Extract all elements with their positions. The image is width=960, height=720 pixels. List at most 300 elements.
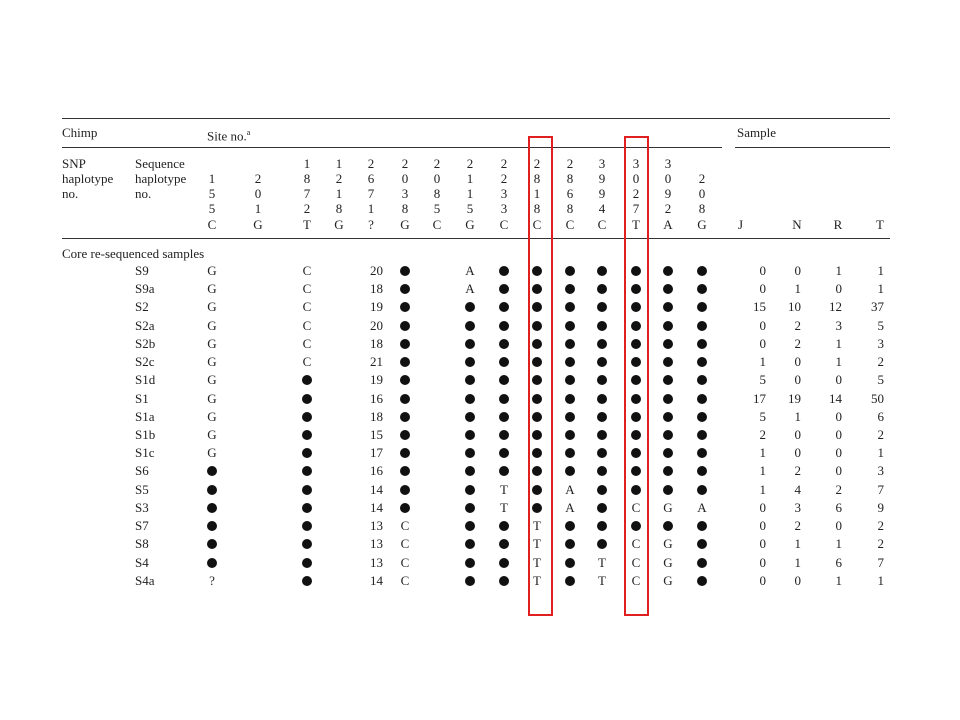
- site-digit: 2: [335, 171, 343, 186]
- sample-count: 1: [835, 263, 842, 278]
- site-digit: 3: [500, 201, 508, 216]
- site-digit: 2: [698, 171, 706, 186]
- dot-same-as-reference: [302, 430, 312, 440]
- site-digit: 0: [254, 186, 262, 201]
- dot-same-as-reference: [565, 466, 575, 476]
- dot-same-as-reference: [565, 394, 575, 404]
- dot-same-as-reference: [565, 321, 575, 331]
- sequence-haplotype-id: S2: [135, 299, 149, 315]
- sample-count: 7: [877, 554, 884, 570]
- sequence-haplotype-id: S1c: [135, 445, 155, 461]
- site-base: C: [597, 217, 607, 232]
- site-base: ?: [368, 217, 374, 232]
- snp-haplotype-header: haplotype: [62, 171, 114, 186]
- sequence-haplotype-header: no.: [135, 186, 152, 201]
- sequence-haplotype-id: S4a: [135, 572, 155, 588]
- site-value: G: [663, 499, 673, 515]
- site-digit: 1: [367, 201, 375, 216]
- site-digit: 8: [401, 201, 409, 216]
- dot-same-as-reference: [465, 412, 475, 422]
- site-base: G: [465, 217, 475, 232]
- site-digit: 5: [466, 201, 474, 216]
- dot-same-as-reference: [302, 375, 312, 385]
- site-value: C: [631, 536, 641, 552]
- site-digit: 7: [303, 186, 311, 201]
- site-digit: 1: [466, 186, 474, 201]
- sample-count: 50: [871, 390, 884, 406]
- sample-count: 6: [835, 554, 842, 570]
- dot-same-as-reference: [207, 558, 217, 568]
- dot-same-as-reference: [697, 558, 707, 568]
- dot-same-as-reference: [565, 357, 575, 367]
- dot-same-as-reference: [400, 266, 410, 276]
- dot-same-as-reference: [499, 412, 509, 422]
- site-value: 20: [370, 263, 383, 278]
- site-value: 14: [370, 481, 383, 497]
- site-base: G: [400, 217, 410, 232]
- dot-same-as-reference: [565, 558, 575, 568]
- site-digit: 2: [303, 201, 311, 216]
- chimp-rule: [62, 147, 196, 148]
- sample-count: 17: [753, 390, 766, 406]
- sample-count: 0: [759, 499, 766, 515]
- dot-same-as-reference: [465, 302, 475, 312]
- dot-same-as-reference: [400, 339, 410, 349]
- site-digit: 2: [500, 171, 508, 186]
- site-value: G: [207, 390, 217, 406]
- sample-count: 0: [759, 317, 766, 333]
- sample-count: 3: [877, 335, 884, 351]
- sample-count: 1: [877, 281, 884, 297]
- site-digit: 2: [401, 156, 409, 171]
- site-base: G: [253, 217, 263, 232]
- sample-count: 1: [835, 572, 842, 588]
- dot-same-as-reference: [565, 412, 575, 422]
- sequence-haplotype-id: S2c: [135, 354, 155, 370]
- site-no-header: Site no.$^a$: [207, 128, 251, 144]
- sample-count: 0: [794, 372, 801, 388]
- site-value: 14: [370, 572, 383, 588]
- sample-count: 1: [835, 335, 842, 351]
- site-digit: 1: [254, 201, 262, 216]
- dot-same-as-reference: [697, 448, 707, 458]
- snp-haplotype-header: SNP: [62, 156, 86, 171]
- dot-same-as-reference: [597, 430, 607, 440]
- sample-count: 2: [794, 518, 801, 534]
- sequence-haplotype-header: haplotype: [135, 171, 187, 186]
- site-value: C: [400, 572, 410, 588]
- site-digit: 5: [208, 186, 216, 201]
- site-digit: 2: [566, 156, 574, 171]
- snp-haplotype-header: no.: [62, 186, 79, 201]
- sample-count: 0: [759, 263, 766, 278]
- site-digit: 2: [632, 186, 640, 201]
- site-value: A: [565, 481, 575, 497]
- dot-same-as-reference: [597, 302, 607, 312]
- sequence-haplotype-id: S8: [135, 536, 149, 552]
- sequence-haplotype-id: S5: [135, 481, 149, 497]
- site-value: 13: [370, 536, 383, 552]
- site-value: G: [207, 281, 217, 297]
- dot-same-as-reference: [565, 339, 575, 349]
- sample-count: 5: [759, 408, 766, 424]
- dot-same-as-reference: [597, 266, 607, 276]
- dot-same-as-reference: [663, 284, 673, 294]
- site-digit: 3: [401, 186, 409, 201]
- site-value: C: [302, 354, 312, 370]
- dot-same-as-reference: [207, 466, 217, 476]
- site-digit: 2: [466, 156, 474, 171]
- sample-count: 3: [794, 499, 801, 515]
- dot-same-as-reference: [499, 284, 509, 294]
- sample-count: 1: [877, 572, 884, 588]
- dot-same-as-reference: [302, 576, 312, 586]
- site-value: G: [663, 536, 673, 552]
- site-value: G: [207, 408, 217, 424]
- site-base: C: [499, 217, 509, 232]
- dot-same-as-reference: [597, 466, 607, 476]
- site-digit: 0: [664, 171, 672, 186]
- site-value: C: [631, 499, 641, 515]
- site-digit: 8: [566, 201, 574, 216]
- site-digit: 3: [500, 186, 508, 201]
- site-value: T: [500, 499, 508, 515]
- site-value: C: [302, 317, 312, 333]
- site-digit: 2: [433, 156, 441, 171]
- dot-same-as-reference: [597, 321, 607, 331]
- sequence-haplotype-id: S7: [135, 518, 149, 534]
- dot-same-as-reference: [663, 266, 673, 276]
- sample-count: 3: [835, 317, 842, 333]
- site-digit: 3: [664, 156, 672, 171]
- chimp-header: Chimp: [62, 125, 98, 140]
- sample-count: 2: [794, 335, 801, 351]
- dot-same-as-reference: [597, 539, 607, 549]
- sample-count: 1: [877, 445, 884, 461]
- site-value: C: [631, 572, 641, 588]
- site-digit: 0: [433, 171, 441, 186]
- dot-same-as-reference: [597, 503, 607, 513]
- dot-same-as-reference: [499, 302, 509, 312]
- dot-same-as-reference: [597, 284, 607, 294]
- sequence-haplotype-id: S2b: [135, 335, 156, 351]
- sample-column-header: T: [876, 217, 884, 232]
- sample-count: 0: [794, 426, 801, 442]
- dot-same-as-reference: [697, 321, 707, 331]
- sample-count: 0: [759, 536, 766, 552]
- site-digit: 0: [401, 171, 409, 186]
- dot-same-as-reference: [465, 558, 475, 568]
- dot-same-as-reference: [697, 394, 707, 404]
- highlight-box-site-3027: [624, 136, 649, 616]
- dot-same-as-reference: [597, 485, 607, 495]
- sample-count: 10: [788, 299, 801, 315]
- sample-count: 2: [877, 426, 884, 442]
- site-value: C: [400, 518, 410, 534]
- dot-same-as-reference: [400, 503, 410, 513]
- dot-same-as-reference: [697, 302, 707, 312]
- sequence-haplotype-id: S4: [135, 554, 149, 570]
- sequence-haplotype-id: S1: [135, 390, 149, 406]
- site-digit: 2: [254, 171, 262, 186]
- dot-same-as-reference: [697, 266, 707, 276]
- dot-same-as-reference: [697, 521, 707, 531]
- sample-count: 0: [759, 335, 766, 351]
- dot-same-as-reference: [400, 321, 410, 331]
- dot-same-as-reference: [302, 485, 312, 495]
- sample-count: 2: [877, 354, 884, 370]
- site-digit: 7: [632, 201, 640, 216]
- site-value: T: [533, 572, 541, 588]
- dot-same-as-reference: [499, 266, 509, 276]
- site-base: C: [207, 217, 217, 232]
- dot-same-as-reference: [302, 466, 312, 476]
- site-value: G: [207, 372, 217, 388]
- sample-count: 5: [877, 372, 884, 388]
- site-base: G: [334, 217, 344, 232]
- sequence-haplotype-id: S1d: [135, 372, 156, 388]
- site-value: G: [207, 426, 217, 442]
- site-digit: 6: [566, 186, 574, 201]
- dot-same-as-reference: [697, 576, 707, 586]
- sample-count: 4: [794, 481, 801, 497]
- sample-count: 0: [794, 445, 801, 461]
- dot-same-as-reference: [663, 412, 673, 422]
- site-value: C: [302, 281, 312, 297]
- site-digit: 1: [466, 171, 474, 186]
- sample-count: 15: [753, 299, 766, 315]
- site-value: T: [533, 554, 541, 570]
- sample-count: 1: [759, 354, 766, 370]
- dot-same-as-reference: [400, 448, 410, 458]
- dot-same-as-reference: [565, 266, 575, 276]
- sample-count: 2: [835, 481, 842, 497]
- dot-same-as-reference: [697, 375, 707, 385]
- dot-same-as-reference: [597, 412, 607, 422]
- dot-same-as-reference: [400, 375, 410, 385]
- dot-same-as-reference: [597, 339, 607, 349]
- sample-count: 6: [835, 499, 842, 515]
- site-value: 17: [370, 445, 383, 461]
- sample-count: 1: [794, 536, 801, 552]
- sample-count: 2: [877, 536, 884, 552]
- site-digit: 1: [533, 186, 541, 201]
- site-value: 16: [370, 463, 383, 479]
- dot-same-as-reference: [499, 558, 509, 568]
- site-value: 18: [370, 335, 383, 351]
- site-value: G: [207, 317, 217, 333]
- site-value: C: [302, 299, 312, 315]
- dot-same-as-reference: [565, 375, 575, 385]
- site-digit: 9: [598, 171, 606, 186]
- header-bottom-rule: [62, 238, 890, 239]
- dot-same-as-reference: [302, 412, 312, 422]
- dot-same-as-reference: [565, 448, 575, 458]
- sequence-haplotype-id: S2a: [135, 317, 155, 333]
- sample-count: 1: [759, 445, 766, 461]
- dot-same-as-reference: [499, 521, 509, 531]
- site-value: G: [207, 354, 217, 370]
- site-value: 13: [370, 554, 383, 570]
- dot-same-as-reference: [663, 321, 673, 331]
- dot-same-as-reference: [400, 357, 410, 367]
- dot-same-as-reference: [465, 521, 475, 531]
- dot-same-as-reference: [465, 339, 475, 349]
- sample-count: 0: [794, 263, 801, 278]
- dot-same-as-reference: [565, 576, 575, 586]
- site-digit: 0: [632, 171, 640, 186]
- section-label: Core re-sequenced samples: [62, 246, 205, 261]
- dot-same-as-reference: [302, 448, 312, 458]
- sample-count: 1: [835, 536, 842, 552]
- site-base: C: [432, 217, 442, 232]
- dot-same-as-reference: [597, 375, 607, 385]
- dot-same-as-reference: [697, 357, 707, 367]
- dot-same-as-reference: [663, 430, 673, 440]
- sample-count: 2: [794, 317, 801, 333]
- site-value: T: [598, 554, 606, 570]
- dot-same-as-reference: [400, 412, 410, 422]
- sample-rule: [735, 147, 890, 148]
- sample-count: 2: [759, 426, 766, 442]
- site-digit: 5: [433, 201, 441, 216]
- dot-same-as-reference: [465, 503, 475, 513]
- site-digit: 8: [335, 201, 343, 216]
- site-digit: 2: [500, 156, 508, 171]
- dot-same-as-reference: [597, 521, 607, 531]
- dot-same-as-reference: [565, 539, 575, 549]
- sample-count: 12: [829, 299, 842, 315]
- dot-same-as-reference: [597, 448, 607, 458]
- dot-same-as-reference: [465, 539, 475, 549]
- sample-count: 0: [835, 426, 842, 442]
- site-digit: 2: [367, 156, 375, 171]
- site-value: 20: [370, 317, 383, 333]
- site-digit: 5: [208, 201, 216, 216]
- dot-same-as-reference: [499, 339, 509, 349]
- site-digit: 1: [335, 156, 343, 171]
- sample-count: 37: [871, 299, 884, 315]
- site-value: G: [663, 572, 673, 588]
- dot-same-as-reference: [302, 558, 312, 568]
- site-digit: 0: [698, 186, 706, 201]
- site-digit: 2: [533, 156, 541, 171]
- site-value: G: [663, 554, 673, 570]
- dot-same-as-reference: [207, 521, 217, 531]
- dot-same-as-reference: [207, 485, 217, 495]
- dot-same-as-reference: [663, 302, 673, 312]
- dot-same-as-reference: [663, 466, 673, 476]
- sequence-haplotype-id: S9a: [135, 281, 155, 297]
- sample-count: 1: [877, 263, 884, 278]
- site-digit: 8: [533, 201, 541, 216]
- sequence-haplotype-id: S1a: [135, 408, 155, 424]
- sample-count: 0: [835, 445, 842, 461]
- dot-same-as-reference: [663, 394, 673, 404]
- site-value: A: [465, 263, 475, 278]
- dot-same-as-reference: [207, 503, 217, 513]
- site-digit: 1: [303, 156, 311, 171]
- site-value: 15: [370, 426, 383, 442]
- dot-same-as-reference: [207, 539, 217, 549]
- site-value: 16: [370, 390, 383, 406]
- site-value: 13: [370, 518, 383, 534]
- sample-column-header: J: [738, 217, 744, 232]
- site-digit: 3: [632, 156, 640, 171]
- site-base: A: [663, 217, 673, 232]
- site-digit: 9: [598, 186, 606, 201]
- dot-same-as-reference: [663, 521, 673, 531]
- sample-count: 0: [835, 408, 842, 424]
- dot-same-as-reference: [499, 466, 509, 476]
- site-value: G: [207, 335, 217, 351]
- site-value: T: [533, 518, 541, 534]
- site-value: C: [400, 536, 410, 552]
- dot-same-as-reference: [565, 430, 575, 440]
- site-value: G: [207, 263, 217, 278]
- dot-same-as-reference: [400, 466, 410, 476]
- dot-same-as-reference: [697, 485, 707, 495]
- site-base: T: [632, 217, 640, 232]
- site-value: G: [207, 445, 217, 461]
- site-value: 14: [370, 499, 383, 515]
- dot-same-as-reference: [465, 321, 475, 331]
- sample-count: 0: [835, 281, 842, 297]
- site-digit: 8: [566, 171, 574, 186]
- site-value: T: [500, 481, 508, 497]
- dot-same-as-reference: [400, 430, 410, 440]
- dot-same-as-reference: [400, 485, 410, 495]
- site-digit: 3: [598, 156, 606, 171]
- sample-count: 1: [759, 481, 766, 497]
- site-digit: 8: [698, 201, 706, 216]
- dot-same-as-reference: [697, 284, 707, 294]
- site-base: C: [565, 217, 575, 232]
- sequence-haplotype-id: S6: [135, 463, 149, 479]
- dot-same-as-reference: [302, 539, 312, 549]
- dot-same-as-reference: [302, 521, 312, 531]
- site-value: 21: [370, 354, 383, 370]
- dot-same-as-reference: [465, 375, 475, 385]
- site-value: 19: [370, 372, 383, 388]
- sequence-haplotype-id: S1b: [135, 426, 156, 442]
- sample-count: 1: [794, 281, 801, 297]
- site-value: A: [697, 499, 707, 515]
- dot-same-as-reference: [697, 466, 707, 476]
- sample-count: 9: [877, 499, 884, 515]
- dot-same-as-reference: [697, 339, 707, 349]
- dot-same-as-reference: [499, 430, 509, 440]
- sample-count: 3: [877, 463, 884, 479]
- sample-count: 1: [794, 408, 801, 424]
- sample-count: 14: [829, 390, 842, 406]
- sample-count: 1: [759, 463, 766, 479]
- site-digit: 9: [664, 186, 672, 201]
- sample-column-header: R: [833, 217, 843, 232]
- site-digit: 4: [598, 201, 606, 216]
- sample-count: 0: [759, 572, 766, 588]
- dot-same-as-reference: [465, 485, 475, 495]
- site-value: T: [598, 572, 606, 588]
- dot-same-as-reference: [697, 412, 707, 422]
- dot-same-as-reference: [400, 394, 410, 404]
- site-digit: 7: [367, 186, 375, 201]
- dot-same-as-reference: [499, 321, 509, 331]
- sample-count: 0: [794, 354, 801, 370]
- site-value: 18: [370, 408, 383, 424]
- dot-same-as-reference: [400, 284, 410, 294]
- dot-same-as-reference: [465, 430, 475, 440]
